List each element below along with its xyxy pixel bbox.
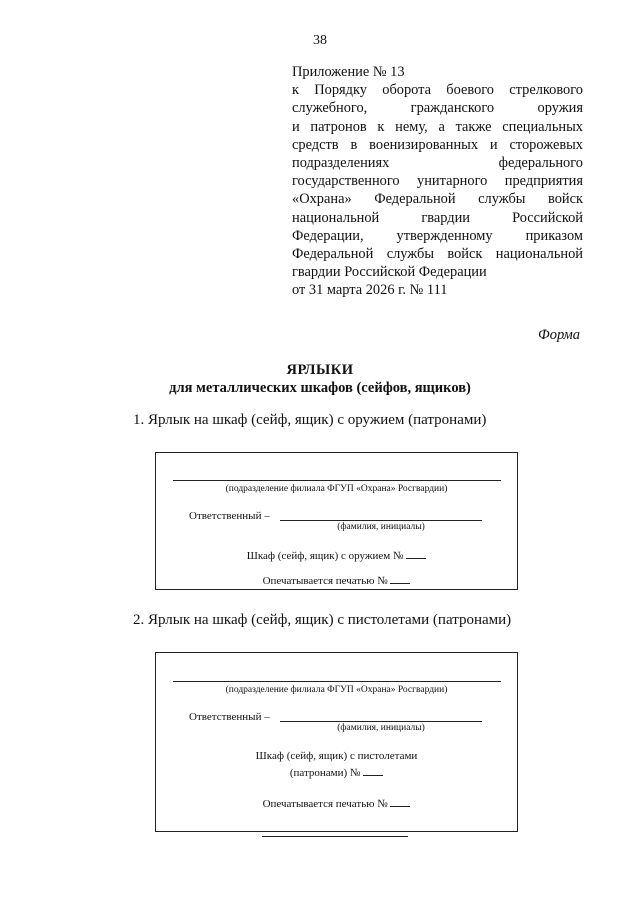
responsible-name-line xyxy=(280,520,482,521)
appendix-line: национальной гвардии Российской xyxy=(292,209,583,226)
seal-number-line xyxy=(390,797,410,807)
footer-divider xyxy=(262,836,408,837)
appendix-line: и патронов к нему, а также специальных xyxy=(292,118,583,135)
cabinet-text-label: (патронами) № xyxy=(289,767,361,779)
subdivision-caption: (подразделение филиала ФГУП «Охрана» Росгвардии) xyxy=(225,484,448,494)
responsible-label: Ответственный – xyxy=(189,510,270,522)
appendix-line: служебного, гражданского оружия xyxy=(292,100,583,117)
appendix-line: гвардии Российской Федерации xyxy=(292,264,487,281)
appendix-line: от 31 марта 2026 г. № 111 xyxy=(292,282,448,299)
appendix-line: Федерации, утвержденному приказом xyxy=(292,227,583,244)
appendix-line: Федеральной службы войск национальной xyxy=(292,246,583,263)
name-caption: (фамилия, инициалы) xyxy=(337,522,425,532)
label-box-pistols xyxy=(155,652,518,832)
page-number: 38 xyxy=(313,33,327,48)
responsible-label: Ответственный – xyxy=(189,711,270,723)
seal-text-label: Опечатывается печатью № xyxy=(262,575,388,587)
section-heading-pistols: 2. Ярлык на шкаф (сейф, ящик) с пистолетами (патронами) xyxy=(133,612,512,628)
subdivision-line xyxy=(173,681,501,682)
cabinet-text-line1: Шкаф (сейф, ящик) с пистолетами xyxy=(255,750,418,762)
section-heading-weapons: 1. Ярлык на шкаф (сейф, ящик) с оружием (патронами) xyxy=(133,412,487,428)
document-title: ЯРЛЫКИ xyxy=(286,362,354,378)
cabinet-number-line xyxy=(406,549,426,559)
appendix-line: к Порядку оборота боевого стрелкового xyxy=(292,82,583,99)
appendix-line: «Охрана» Федеральной службы войск xyxy=(292,191,583,208)
seal-text-label: Опечатывается печатью № xyxy=(262,798,388,810)
seal-text xyxy=(156,797,517,810)
cabinet-text-line2 xyxy=(156,766,517,779)
seal-text xyxy=(156,574,517,587)
cabinet-number-line xyxy=(363,766,383,776)
cabinet-text-label: Шкаф (сейф, ящик) с оружием № xyxy=(246,550,404,562)
label-box-weapons xyxy=(155,452,518,590)
appendix-line: Приложение № 13 xyxy=(292,64,405,80)
subdivision-caption: (подразделение филиала ФГУП «Охрана» Росгвардии) xyxy=(225,685,448,695)
subdivision-line xyxy=(173,480,501,481)
name-caption: (фамилия, инициалы) xyxy=(337,723,425,733)
cabinet-text xyxy=(156,549,517,562)
appendix-line: средств в военизированных и сторожевых xyxy=(292,136,583,153)
form-label: Форма xyxy=(538,327,580,343)
responsible-name-line xyxy=(280,721,482,722)
seal-number-line xyxy=(390,574,410,584)
appendix-line: подразделениях федерального xyxy=(292,155,583,172)
appendix-line: государственного унитарного предприятия xyxy=(292,173,583,190)
document-subtitle: для металлических шкафов (сейфов, ящиков) xyxy=(169,380,471,396)
appendix-block xyxy=(292,63,583,300)
